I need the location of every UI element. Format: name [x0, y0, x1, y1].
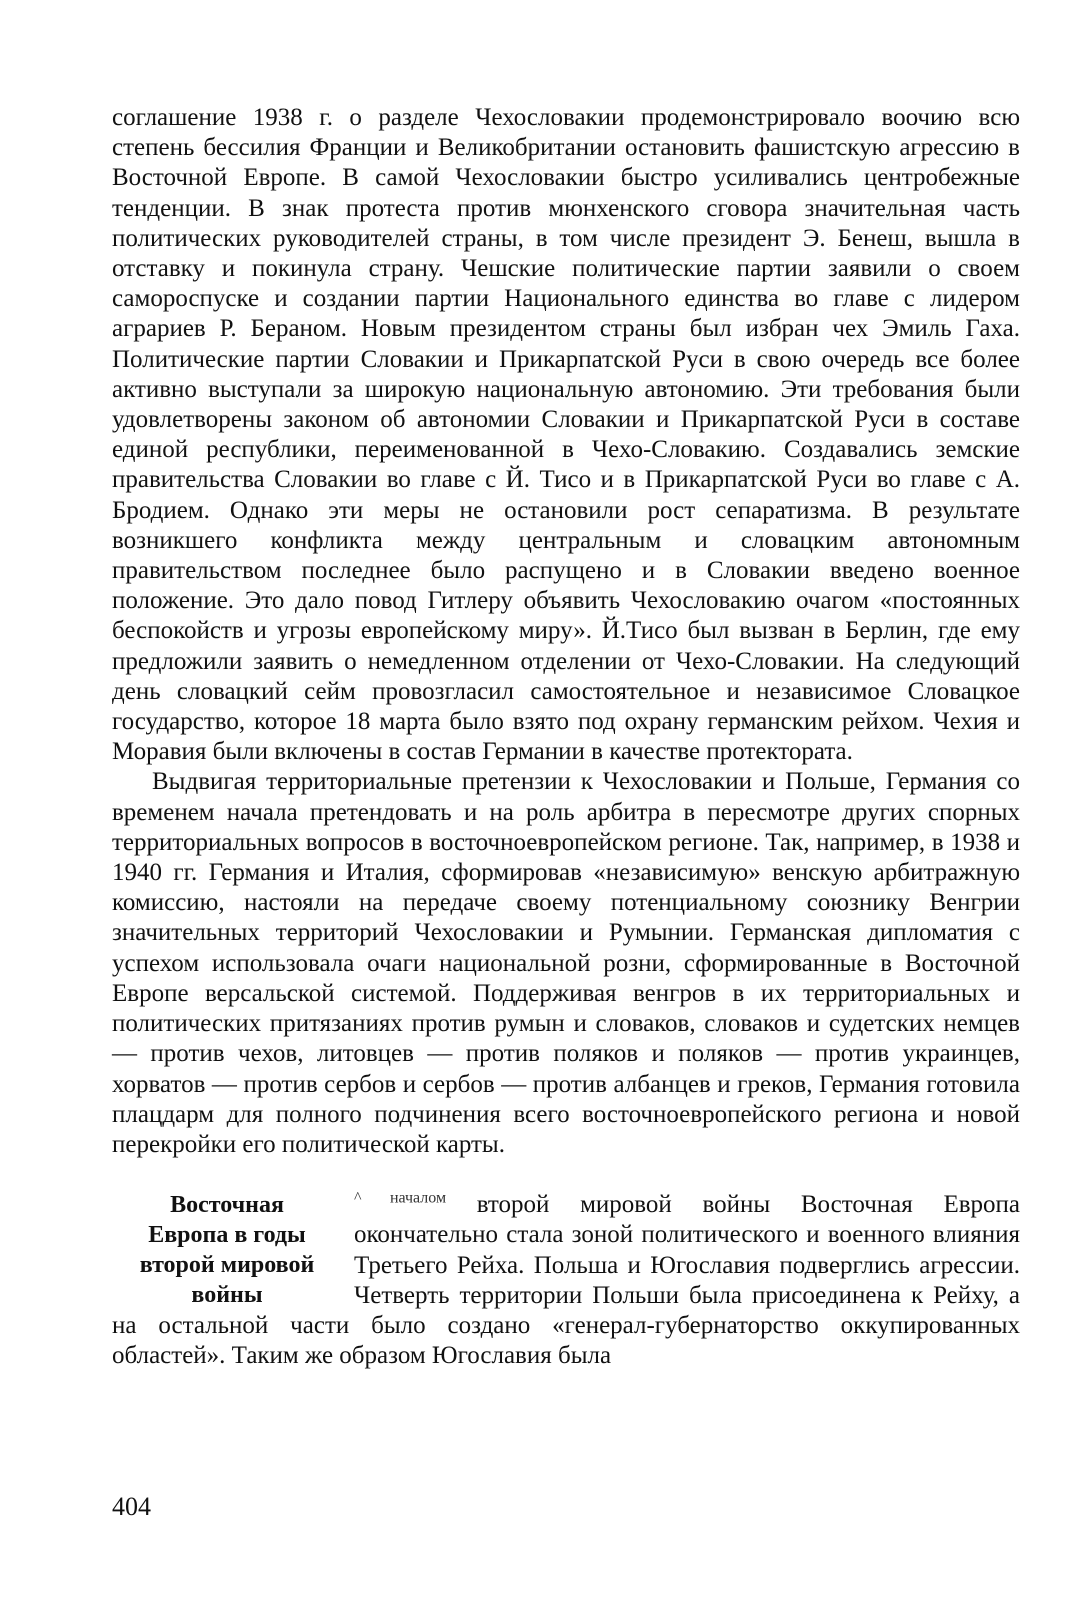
dropcap-remnant: ^ началом: [354, 1189, 447, 1207]
section-body-text: второй мировой войны Восточная Европа окончательно стала зоной политического и военного влияния Третьего Рейха. Польша и Югославия подверглись агрессии. Четверть территории Польши была присоединена к Рейху, а на остальной части было создано «генерал-губернаторство оккупированных областей». Таким же образом Югославия была: [112, 1191, 1020, 1370]
section-heading: [112, 1190, 342, 1310]
section-eastern-europe-ww2: [112, 1190, 1020, 1371]
section-heading-line-4: войны: [191, 1282, 263, 1309]
paragraph-2: Выдвигая территориальные претензии к Чехословакии и Польше, Германия со временем начала претендовать и на роль арбитра в пересмотре других спорных территориальных вопросов в восточноевропейском регионе. Так, например, в 1938 и 1940 гг. Германия и Италия, сформировав «независимую» венскую арбитражную комиссию, настояли на передаче своему потенциальному союзнику Венгрии значительных территорий Чехословакии и Румынии. Германская дипломатия с успехом использовала очаги национальной розни, сформированные в Восточной Европе версальской системой. Поддерживая венгров в их территориальных и политических притязаниях против румын и словаков, словаков и судетских немцев — против чехов, литовцев — против поляков и поляков — против украинцев, хорватов — против сербов и сербов — против албанцев и греков, Германия готовила плацдарм для полного подчинения всего восточноевропейского региона и новой перекройки его политической карты.: [112, 768, 1020, 1158]
paragraph-1: соглашение 1938 г. о разделе Чехословакии продемонстрировало воочию всю степень бессилия Франции и Великобритании остановить фашистскую агрессию в Восточной Европе. В самой Чехословакии быстро усиливались центробежные тенденции. В знак протеста против мюнхенского сговора значительная часть политических руководителей страны, в том числе президент Э. Бенеш, вышла в отставку и покинула страну. Чешские политические партии заявили о своем самороспуске и создании партии Национального единства во главе с лидером аграриев Р. Бераном. Новым президентом страны был избран чех Эмиль Гаха. Политические партии Словакии и Прикарпатской Руси в свою очередь все более активно выступали за широкую национальную автономию. Эти требования были удовлетворены законом об автономии Словакии и Прикарпатской Руси в составе единой республики, переименованной в Чехо-Словакию. Создавались земские правительства Словакии во главе с Й. Тисо и в Прикарпатской Руси во главе с А. Бродием. Однако эти меры не остановили рост сепаратизма. В результате возникшего конфликта между центральным и словацким автономным правительством последнее было распущено и в Словакии введено военное положение. Это дало повод Гитлеру объявить Чехословакию очагом «постоянных беспокойств и угрозы европейскому миру». Й.Тисо был вызван в Берлин, где ему предложили заявить о немедленном отделении от Чехо-Словакии. На следующий день словацкий сейм провозгласил самостоятельное и независимое Словацкое государство, которое 18 марта было взято под охрану германским рейхом. Чехия и Моравия были включены в состав Германии в качестве протектората.: [112, 104, 1020, 766]
section-heading-line-3: второй мировой: [139, 1252, 315, 1279]
section-heading-line-2: Европа в годы: [148, 1222, 306, 1249]
section-heading-line-1: Восточная: [170, 1192, 284, 1219]
page-body: [112, 103, 1020, 1371]
page-number: 404: [112, 1492, 151, 1521]
